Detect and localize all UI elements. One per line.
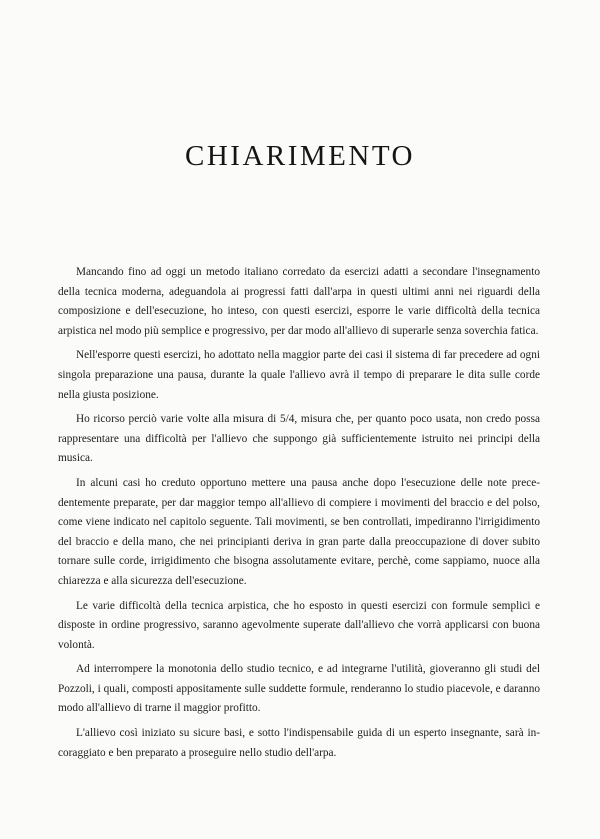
paragraph-3: Ho ricorso perciò varie volte alla misura di 5/4, misura che, per quanto poco usata, non credo possa rappresentare una difficoltà per l'allievo che suppongo già sufficientemente istruito nei principi della musica.	[58, 413, 540, 465]
page-title: CHIARIMENTO	[185, 140, 415, 172]
body-text	[58, 263, 540, 768]
paragraph-2: Nell'esporre questi esercizi, ho adottato nella maggior parte dei casi il sistema di far precedere ad ogni singola preparazione una pausa, durante la quale l'allievo avrà il tempo di preparare le dita sulle corde nella giusta posizione.	[58, 349, 540, 401]
paragraph-4: In alcuni casi ho creduto opportuno mettere una pausa anche dopo l'esecuzione delle note precedentemente preparate, per dar maggior tempo all'allievo di compiere i movimenti del braccio e del polso, come viene indicato nel capitolo seguente. Tali movimenti, se ben controllati, impediranno l'irrigidimento del braccio e della mano, che nei principianti deriva in gran parte dalla preoccupazione di dover subito tornare sulle corde, irrigidimento che bisogna assolutamente evitare, perchè, come sappiamo, nuoce alla chiarezza e alla sicurezza dell'esecuzione.	[58, 476, 540, 587]
paragraph-1: Mancando fino ad oggi un metodo italiano corredato da esercizi adatti a secondare l'insegnamento della tecnica moderna, adeguandola ai progressi fatti dall'arpa in questi ultimi anni nei riguardi della composizione e dell'esecuzione, ho inteso, con questi esercizi, esporre le varie difficoltà della tecnica arpistica nel modo più semplice e progressivo, per dar modo all'allievo di superarle senza soverchia fatica.	[58, 266, 540, 337]
paragraph-5: Le varie difficoltà della tecnica arpistica, che ho esposto in questi esercizi con formule semplici e disposte in ordine progressivo, saranno agevolmente superate dall'allievo che vorrà applicarsi con buona volontà.	[58, 599, 540, 651]
paragraph-7: L'allievo così iniziato su sicure basi, e sotto l'indispensabile guida di un esperto insegnante, sarà incoraggiato e ben preparato a proseguire nello studio dell'arpa.	[58, 727, 540, 759]
paragraph-6: Ad interrompere la monotonia dello studio tecnico, e ad integrarne l'utilità, gioveranno gli studi del Pozzoli, i quali, composti appositamente sulle suddette formule, renderanno lo studio piacevole, e daranno modo all'allievo di trarne il maggior profitto.	[58, 663, 540, 715]
